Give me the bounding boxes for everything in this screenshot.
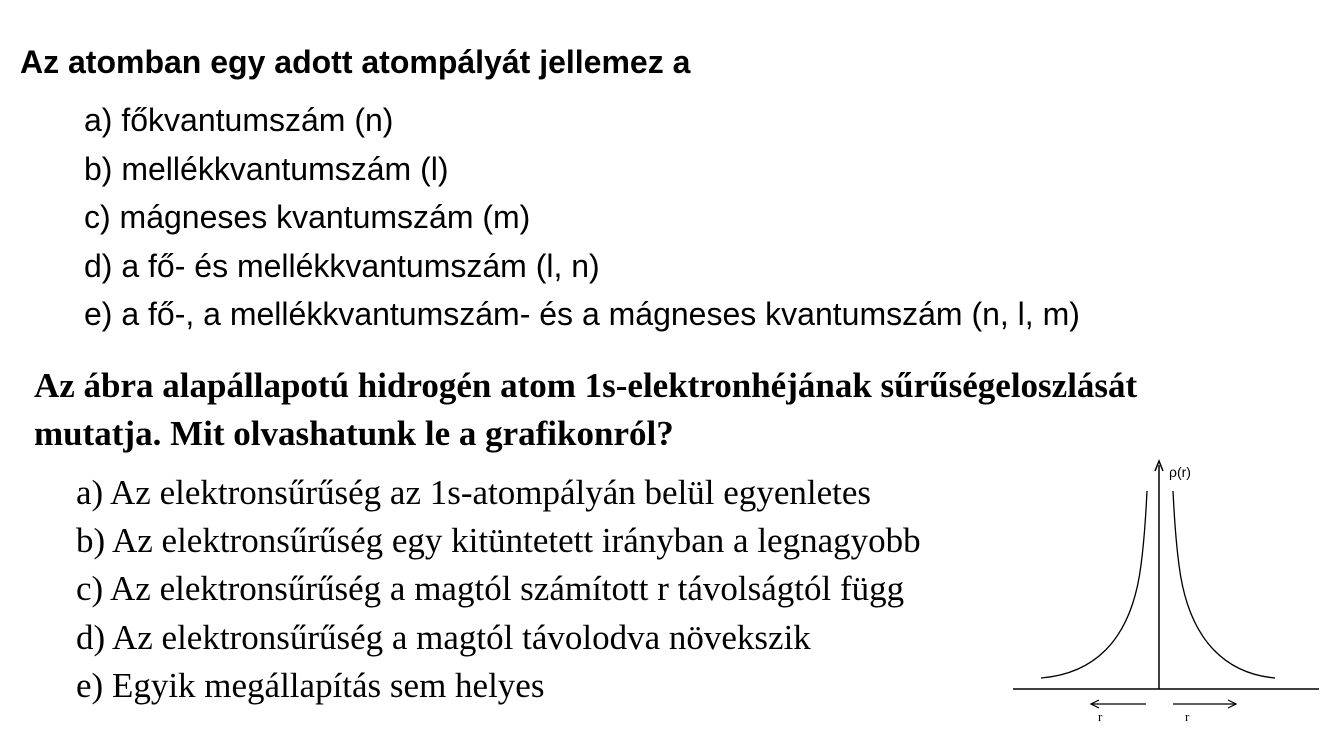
- question-1-option-a: a) főkvantumszám (n): [84, 102, 394, 138]
- question-1-options: [84, 98, 1080, 341]
- question-2-options: [76, 471, 921, 712]
- question-1-title: Az atomban egy adott atompályát jellemez a: [20, 44, 691, 80]
- graph-y-label: ρ(r): [1169, 464, 1191, 480]
- question-1-option-b: b) mellékkvantumszám (l): [84, 150, 449, 187]
- question-1-option-c: c) mágneses kvantumszám (m): [84, 199, 531, 235]
- question-1-option-e: e) a fő-, a mellékkvantumszám- és a mágneses kvantumszám (n, l, m): [84, 296, 1080, 332]
- question-2-option-c: c) Az elektronsűrűség a magtól számított r távolságtól függ: [76, 569, 905, 609]
- question-2-title-line-2: mutatja. Mit olvashatunk le a grafikonról?: [34, 414, 674, 453]
- density-graph: [1005, 455, 1325, 735]
- question-1-option-d: d) a fő- és mellékkvantumszám (l, n): [84, 247, 600, 284]
- question-2-title-line-1: Az ábra alapállapotú hidrogén atom 1s-elektronhéjának sűrűségeloszlását: [34, 366, 1138, 405]
- question-2-option-a: a) Az elektronsűrűség az 1s-atompályán belül egyenletes: [76, 473, 871, 512]
- question-2-option-e: e) Egyik megállapítás sem helyes: [76, 665, 545, 705]
- graph-curve-right: [1173, 491, 1275, 678]
- question-2-option-b: b) Az elektronsűrűség egy kitüntetett irányban a legnagyobb: [76, 521, 921, 561]
- graph-x-label-left: r: [1098, 709, 1103, 724]
- graph-x-label-right: r: [1185, 709, 1190, 724]
- question-2-title: [34, 362, 1324, 458]
- question-2-option-d: d) Az elektronsűrűség a magtól távolodva növekszik: [76, 617, 811, 657]
- graph-curve-left: [1041, 491, 1147, 678]
